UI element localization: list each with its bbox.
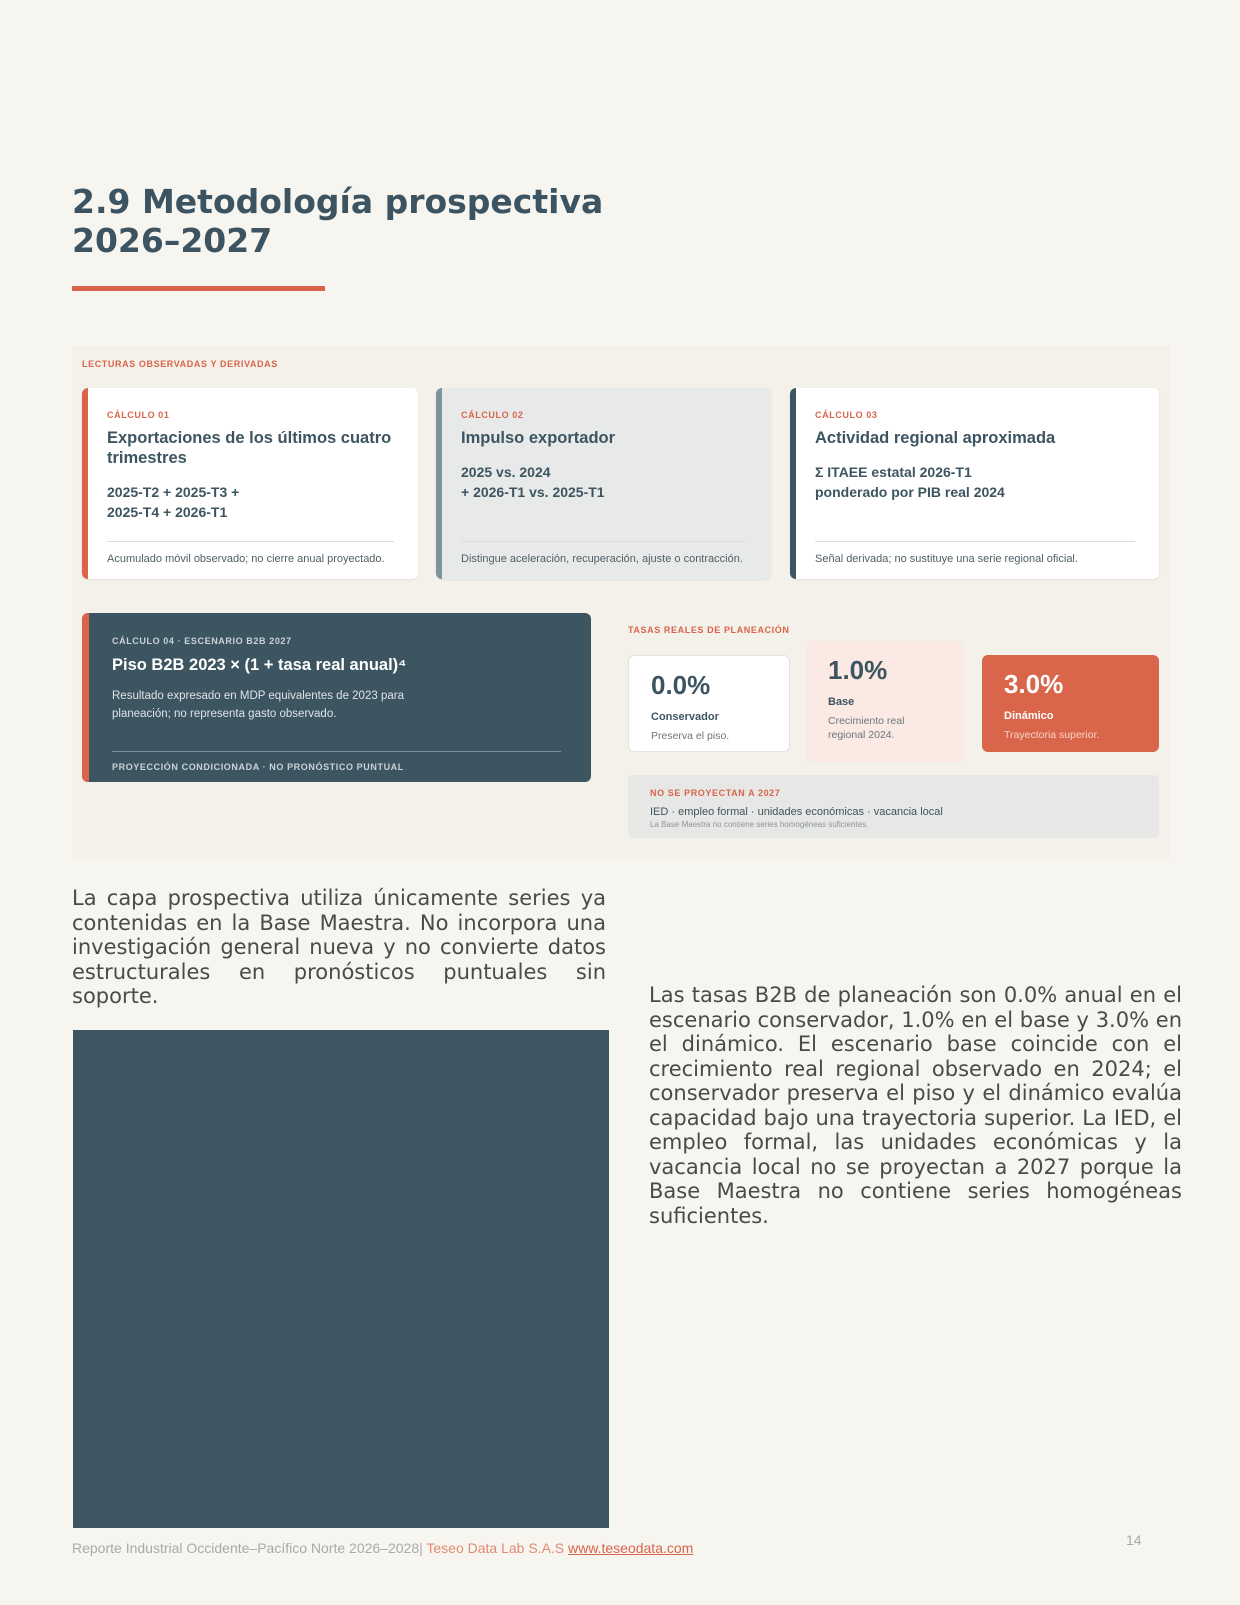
- page-number: 14: [1126, 1532, 1142, 1548]
- page-title: 2.9 Metodología prospectiva 2026–2027: [72, 182, 604, 260]
- page-footer: [72, 1540, 693, 1556]
- title-underline: [72, 286, 325, 291]
- body-paragraph-1: La capa prospectiva utiliza únicamente series ya contenidas en la Base Maestra. No incorpora una investigación general nueva y no convierte datos estructurales en pronósticos puntuales sin soporte.: [72, 886, 606, 1008]
- scenario-description: Resultado expresado en MDP equivalentes de 2023 para planeación; no representa gasto observado.: [112, 690, 404, 720]
- card-kicker: CÁLCULO 01: [107, 410, 170, 420]
- scenario-footer: PROYECCIÓN CONDICIONADA · NO PRONÓSTICO PUNTUAL: [112, 751, 561, 772]
- footer-organization: Teseo Data Lab S.A.S: [422, 1540, 569, 1556]
- not-projected-box: [628, 775, 1159, 838]
- card-accent-bar: [82, 388, 88, 579]
- card-formula: 2025-T2 + 2025-T3 + 2025-T4 + 2026-T1: [107, 484, 240, 520]
- calc-card-04-scenario: [82, 613, 591, 782]
- calc-card-03: [790, 388, 1159, 579]
- footer-report-title: Reporte Industrial Occidente–Pacífico Norte 2026–2028|: [72, 1540, 423, 1556]
- rate-card-dinamico: [982, 655, 1159, 752]
- calc-card-02: [436, 388, 771, 579]
- not-projected-note: La Base Maestra no contiene series homogéneas suficientes.: [650, 820, 869, 829]
- rate-description: Crecimiento real regional 2024.: [828, 715, 905, 741]
- card-title: Impulso exportador: [461, 429, 616, 447]
- footer-website-link[interactable]: www.teseodata.com: [568, 1540, 694, 1556]
- rate-name: Dinámico: [1004, 710, 1054, 722]
- card-kicker: CÁLCULO 04 · ESCENARIO B2B 2027: [112, 636, 292, 646]
- rate-value: 0.0%: [651, 670, 711, 700]
- rate-description: Trayectoria superior.: [1004, 729, 1100, 741]
- not-projected-list: IED · empleo formal · unidades económicas · vacancia local: [650, 806, 943, 818]
- scenario-formula: Piso B2B 2023 × (1 + tasa real anual)⁴: [112, 656, 407, 674]
- card-title: Actividad regional aproximada: [815, 429, 1056, 447]
- rate-value: 1.0%: [828, 655, 888, 685]
- card-kicker: CÁLCULO 02: [461, 410, 524, 420]
- card-title: Exportaciones de los últimos cuatro trimestres: [107, 429, 392, 467]
- card-note: Distingue aceleración, recuperación, ajuste o contracción.: [461, 541, 747, 565]
- rates-label: TASAS REALES DE PLANEACIÓN: [628, 625, 790, 635]
- rate-description: Preserva el piso.: [651, 730, 730, 742]
- calc-card-01: [82, 388, 418, 579]
- card-accent-bar: [790, 388, 796, 579]
- image-placeholder-block: [73, 1030, 609, 1528]
- card-note: Señal derivada; no sustituye una serie regional oficial.: [815, 541, 1135, 565]
- body-paragraph-2: Las tasas B2B de planeación son 0.0% anual en el escenario conservador, 1.0% en el base y 3.0% en el dinámico. El escenario base coincide con el crecimiento real regional observado en 2024; el conservador preserva el piso y el dinámico evalúa capacidad bajo una trayectoria superior. La IED, el empleo formal, las unidades económicas y la vacancia local no se proyectan a 2027 porque la Base Maestra no contiene series homogéneas suficientes.: [649, 983, 1182, 1228]
- rate-name: Conservador: [651, 711, 719, 723]
- card-accent-bar: [82, 613, 89, 782]
- card-accent-bar: [436, 388, 442, 579]
- not-projected-kicker: NO SE PROYECTAN A 2027: [650, 788, 781, 798]
- card-kicker: CÁLCULO 03: [815, 410, 878, 420]
- rate-name: Base: [828, 696, 855, 708]
- card-note: Acumulado móvil observado; no cierre anual proyectado.: [107, 541, 394, 565]
- rate-card-conservador: [628, 655, 790, 752]
- card-formula: 2025 vs. 2024 + 2026-T1 vs. 2025-T1: [461, 464, 605, 500]
- rate-value: 3.0%: [1004, 669, 1064, 699]
- panel-label: LECTURAS OBSERVADAS Y DERIVADAS: [82, 359, 278, 369]
- card-formula: Σ ITAEE estatal 2026-T1 ponderado por PIB real 2024: [815, 464, 1005, 500]
- rate-card-base: [806, 641, 963, 762]
